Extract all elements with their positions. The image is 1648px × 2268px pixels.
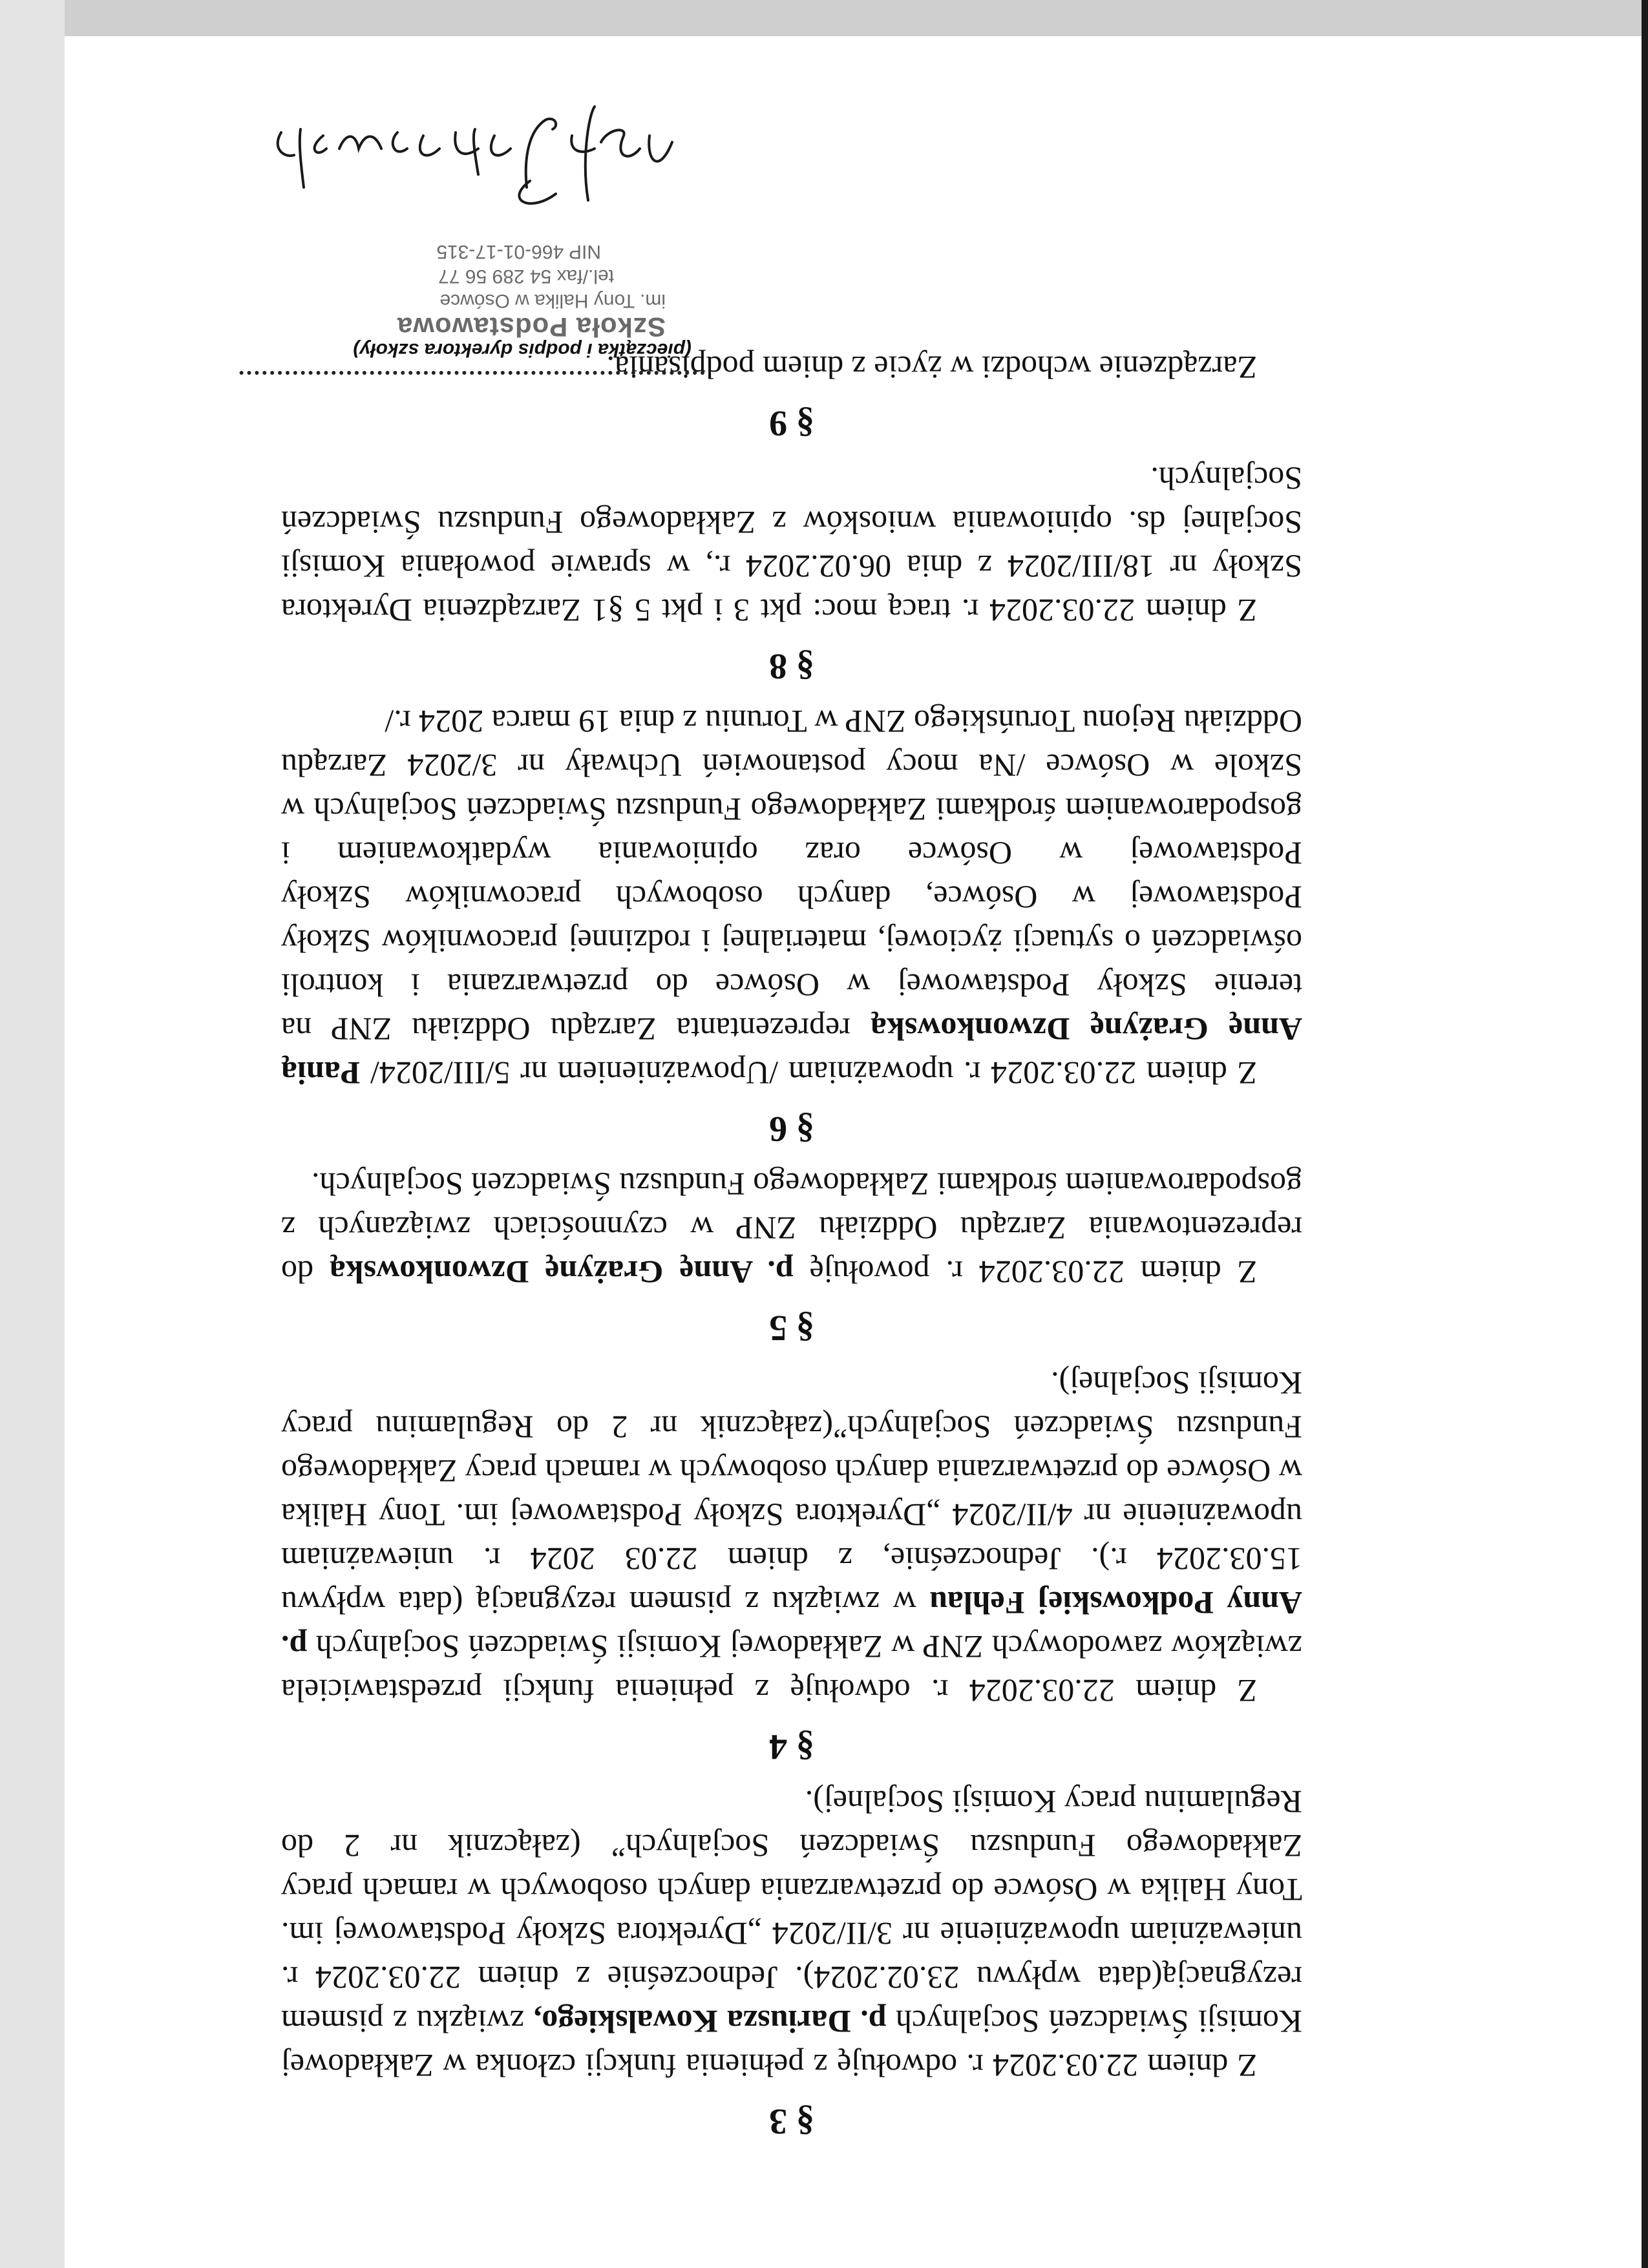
section-6 (281, 700, 1302, 1151)
section-3 (281, 1780, 1302, 2143)
person-name: Panią Annę Grażynę Dzwonkowską (281, 1011, 1302, 1091)
section-paragraph (281, 1780, 1302, 2088)
section-8 (281, 457, 1302, 688)
signature-caption: (pieczątka i podpis dyrektora szkoły) (353, 339, 692, 361)
stamp-phone: tel./fax 54 289 56 77 (438, 266, 614, 287)
paragraph-text: Z dniem 22.03.2024 r. upoważniam /Upoważnieniem nr 5/III/2024/ (360, 1055, 1257, 1091)
paragraph-text: związku z pismem rezygnacją(data wpływu 23.02.2024). Jednocześnie z dniem 22.03.2024 r. unieważniam upoważnienie nr 3/II/2024 „Dyrektora Szkoły Podstawowej im. Tony Halika w Osówce do przetwarzania danych osobowych w ramach pracy Zakładowego Funduszu Świadczeń Socjalnych” (załącznik nr 2 do Regulaminu pracy Komisji Socjalnej). (281, 1784, 1302, 2040)
section-heading: § 3 (769, 2101, 814, 2141)
section-paragraph (281, 1361, 1302, 1713)
section-paragraph (281, 1162, 1302, 1294)
document-body (281, 346, 1302, 2155)
section-4 (281, 1361, 1302, 1769)
stamp-school-name: Szkoła Podstawowa (396, 312, 666, 342)
section-heading: § 8 (769, 646, 814, 686)
section-heading: § 5 (769, 1308, 814, 1348)
person-name: p. Annę Grażynę Dzwonkowską (329, 1254, 794, 1290)
signature-block (239, 129, 704, 414)
section-paragraph (281, 457, 1302, 633)
paragraph-text: Zarządzenie wchodzi w życie z dniem podpisania. (606, 350, 1257, 386)
paragraph-text: Z dniem 22.03.2024 r. odwołuję z pełnienia funkcji członka w Zakładowej Komisji Świadczeń Socjalnych (281, 2004, 1302, 2084)
paragraph-text: Z dniem 22.03.2024 r. powołuję (793, 1254, 1257, 1290)
paragraph-text: Z dniem 22.03.2024 r. odwołuję z pełnienia funkcji przedstawiciela związków zawodowych ZNP w Zakładowej Komisji Świadczeń Socjalnych (281, 1629, 1302, 1709)
handwritten-signature (259, 97, 685, 239)
section-heading: § 6 (769, 1109, 814, 1149)
person-name: p. Anny Podkowskiej Fehlau (281, 1585, 1302, 1665)
paragraph-text: reprezentanta Zarządu Oddziału ZNP na terenie Szkoły Podstawowej w Osówce do przetwarzania i kontroli oświadczeń o sytuacji życiowej, materialnej i rodzinnej pracowników Szkoły Podstawowej w Osówce, danych osobowych pracowników Szkoły Podstawowej w Osówce oraz opiniowania wydatkowaniem i gospodarowaniem środkami Zakładowego Funduszu Świadczeń Socjalnych w Szkole w Osówce /Na mocy postanowień Uchwały nr 3/2024 Zarządu Oddziału Rejonu Toruńskiego ZNP w Toruniu z dnia 19 marca 2024 r./ (281, 704, 1302, 1047)
section-heading: § 4 (769, 1727, 814, 1767)
stamp-nip: NIP 466-01-17-315 (436, 241, 601, 262)
section-paragraph (281, 700, 1302, 1095)
person-name: p. Dariusza Kowalskiego, (533, 2004, 887, 2040)
section-heading: § 9 (769, 403, 814, 443)
paragraph-text: do reprezentowania Zarządu Oddziału ZNP w czynnościach związanych z gospodarowaniem środkami Zakładowego Funduszu Świadczeń Socjalnych. (280, 1166, 1302, 1290)
section-5 (281, 1162, 1302, 1350)
paragraph-text: w związku z pismem rezygnacją (data wpływu 15.03.2024 r.). Jednocześnie, z dniem 22.03 2024 r. unieważniam upoważnienie nr 4/II/2024 „Dyrektora Szkoły Podstawowej im. Tony Halika w Osówce do przetwarzania danych osobowych w ramach pracy Zakładowego Funduszu Świadczeń Socjalnych”(załącznik nr 2 do Regulaminu pracy Komisji Socjalnej). (281, 1365, 1302, 1621)
stamp-patron: im. Tony Halika w Osówce (439, 290, 666, 311)
signature-dotted-line (239, 371, 704, 375)
paragraph-text: Z dniem 22.03.2024 r. tracą moc: pkt 3 i pkt 5 §1 Zarządzenia Dyrektora Szkoły nr 18/III/2024 z dnia 06.02.2024 r., w sprawie powołania Komisji Socjalnej ds. opiniowania wniosków z Zakładowego Funduszu Świadczeń Socjalnych. (281, 461, 1302, 629)
